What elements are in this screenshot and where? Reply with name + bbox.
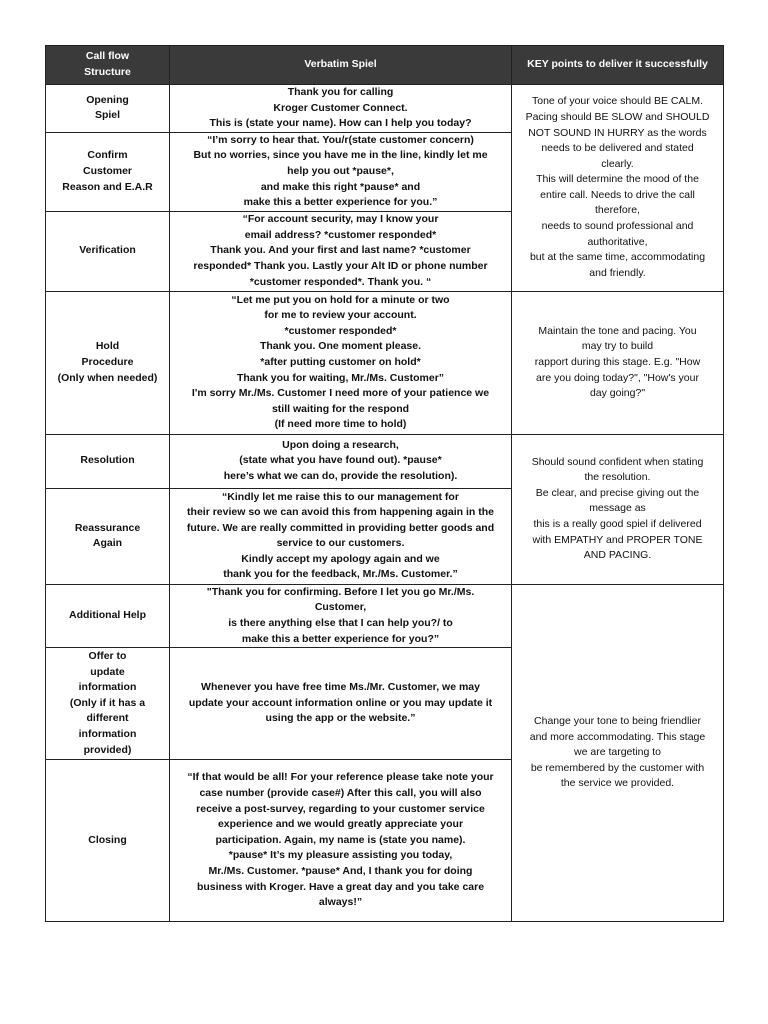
spiel-cell: “Let me put you on hold for a minute or two for me to review your account. *customer responded* Thank you. One moment please. *after putting customer on hold* Thank you for waiting, Mr./Ms. Customer” I'm sorry Mr./Ms. Customer I need more of your patience we still waiting for the respond (If need more time to hold) [170,291,512,434]
key-points-cell: Change your tone to being friendlier and more accommodating. This stage we are targeting to be remembered by the customer with the service we provided. [512,584,724,921]
table-row-resolution [46,434,724,488]
header-call-flow-structure: Call flow Structure [46,46,170,85]
stage-cell: Closing [46,760,170,922]
key-points-cell: Maintain the tone and pacing. You may try to build rapport during this stage. E.g. "How are you doing today?", "How's your day going?" [512,291,724,434]
stage-cell: Offer to update information (Only if it has a different information provided) [46,648,170,760]
header-verbatim-spiel: Verbatim Spiel [170,46,512,85]
stage-cell: Resolution [46,434,170,488]
stage-cell: Reassurance Again [46,488,170,584]
header-key-points: KEY points to deliver it successfully [512,46,724,85]
spiel-cell: Whenever you have free time Ms./Mr. Customer, we may update your account information online or you may update it using the app or the website.” [170,648,512,760]
table-header-row [46,46,724,85]
table-row-additional-help [46,584,724,647]
stage-cell: Confirm Customer Reason and E.A.R [46,132,170,211]
spiel-cell: Thank you for calling Kroger Customer Connect. This is (state your name). How can I help you today? [170,85,512,133]
spiel-cell: Upon doing a research, (state what you have found out). *pause* here’s what we can do, provide the resolution). [170,434,512,488]
stage-cell: Additional Help [46,584,170,647]
spiel-cell: “If that would be all! For your reference please take note your case number (provide case#) After this call, you will also receive a post-survey, regarding to your customer service experience and we would greatly appreciate your participation. Again, my name is (state you name). *pause* It’s my pleasure assisting you today, Mr./Ms. Customer. *pause* And, I thank you for doing business with Kroger. Have a great day and you take care always!” [170,760,512,922]
stage-cell: Verification [46,211,170,291]
spiel-cell: “I’m sorry to hear that. You/r(state customer concern) But no worries, since you have me in the line, kindly let me help you out *pause*, and make this right *pause* and make this a better experience for you.” [170,132,512,211]
call-flow-table [45,45,724,922]
stage-cell: Opening Spiel [46,85,170,133]
table-row-opening [46,85,724,133]
spiel-cell: "Thank you for confirming. Before I let you go Mr./Ms. Customer, is there anything else that I can help you?/ to make this a better experience for you?” [170,584,512,647]
spiel-cell: “For account security, may I know your email address? *customer responded* Thank you. And your first and last name? *customer responded* Thank you. Lastly your Alt ID or phone number *customer responded*. Thank you. “ [170,211,512,291]
stage-cell: Hold Procedure (Only when needed) [46,291,170,434]
key-points-cell: Tone of your voice should BE CALM. Pacing should BE SLOW and SHOULD NOT SOUND IN HURRY as the words needs to be delivered and stated clearly. This will determine the mood of the entire call. Needs to drive the call therefore, needs to sound professional and authoritative, but at the same time, accommodating and friendly. [512,85,724,292]
spiel-cell: “Kindly let me raise this to our management for their review so we can avoid this from happening again in the future. We are really committed in providing better goods and service to our customers. Kindly accept my apology again and we thank you for the feedback, Mr./Ms. Customer.” [170,488,512,584]
table-row-hold [46,291,724,434]
key-points-cell: Should sound confident when stating the resolution. Be clear, and precise giving out the message as this is a really good spiel if delivered with EMPATHY and PROPER TONE AND PACING. [512,434,724,584]
